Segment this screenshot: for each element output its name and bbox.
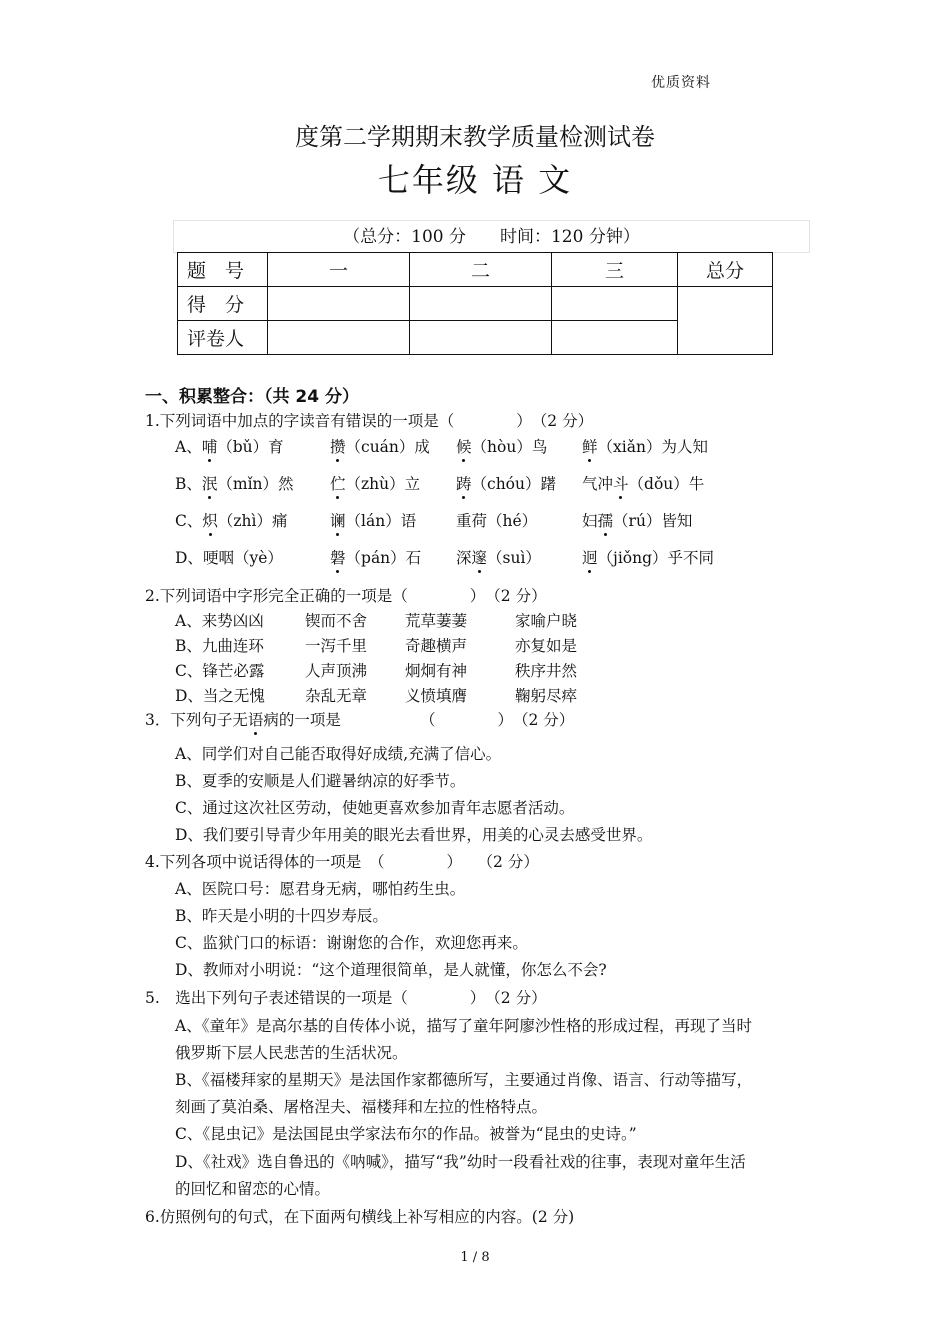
q1-option-a-word2: 攒（cuán）成 [330, 435, 430, 457]
q1-option-c-word3: 重荷（hé） [456, 512, 538, 530]
dotted-char: 泯 [202, 472, 218, 494]
question-4-stem: 4.下列各项中说话得体的一项是 （ ） （2 分） [145, 853, 539, 871]
q2-option-word: 炯炯有神 [405, 662, 468, 680]
question-5-stem: 5. 选出下列句子表述错误的一项是（ ） （2 分） [145, 989, 547, 1007]
question-3-stem: 3．下列句子无语病的一项是 [145, 708, 341, 730]
dotted-char: 攒 [330, 435, 346, 457]
q2-option-word: 亦复如是 [515, 637, 578, 655]
score-info: （总分：100 分 时间：120 分钟） [343, 227, 640, 247]
q2-option-word: 奇趣横声 [405, 637, 468, 655]
q2-option-word: D、当之无愧 [175, 687, 265, 705]
dotted-char: 踌 [456, 472, 472, 494]
score-cell [410, 287, 552, 321]
q1-option-d-word3: 深邃（suì） [456, 546, 541, 568]
q1-option-a: A、哺（bǔ）育 [175, 435, 284, 457]
q4-option: D、教师对小明说：“这个道理很简单，是人就懂，你怎么不会? [175, 961, 607, 979]
q1-option-c-word2: 谰（lán）语 [330, 509, 416, 531]
q3-option: D、我们要引导青少年用美的眼光去看世界，用美的心灵去感受世界。 [175, 826, 653, 844]
q2-option-word: A、来势凶凶 [175, 612, 264, 630]
grade-subject-title: 七年级 语 文 [377, 161, 573, 199]
q4-option: C、监狱门口的标语：谢谢您的合作，欢迎您再来。 [175, 934, 528, 952]
question-6-stem: 6.仿照例句的句式，在下面两句横线上补写相应的内容。(2 分) [145, 1208, 575, 1226]
score-cell [268, 287, 410, 321]
section-heading: 一、积累整合：（共 24 分） [145, 387, 359, 407]
q2-option-word: 杂乱无章 [305, 687, 368, 705]
q1-option-d-word2: 磐（pán）石 [330, 546, 421, 568]
dotted-char: 磐 [330, 546, 346, 568]
score-table-row [178, 287, 773, 321]
q1-option-a-word3: 候（hòu）鸟 [456, 435, 547, 457]
q5-option-line: B、《福楼拜家的星期天》是法国作家都德所写，主要通过肖像、语言、行动等描写， [175, 1071, 753, 1089]
q2-option-word: 锲而不舍 [305, 612, 368, 630]
score-table-header: 总分 [678, 253, 773, 287]
score-info-bar [173, 220, 810, 253]
q2-option-word: 荒草萋萋 [405, 612, 468, 630]
dotted-char: 孺 [598, 509, 614, 531]
dotted-char: 鲜 [582, 435, 598, 457]
score-cell [552, 287, 678, 321]
score-table-header: 题 号 [178, 253, 268, 287]
q2-option-word: 鞠躬尽瘁 [515, 687, 578, 705]
q3-option: C、通过这次社区劳动，使她更喜欢参加青年志愿者活动。 [175, 799, 575, 817]
dotted-char: 候 [456, 435, 472, 457]
dotted-char: 斗 [613, 472, 629, 494]
score-table-header-row [178, 253, 773, 287]
score-table-header: 三 [552, 253, 678, 287]
q5-option-line: 的回忆和留恋的心情。 [175, 1180, 331, 1198]
dotted-char: 迥 [582, 546, 598, 568]
dotted-char: 炽 [202, 509, 218, 531]
score-table-header: 一 [268, 253, 410, 287]
score-row-label: 得 分 [178, 287, 268, 321]
dotted-char: 哺 [202, 435, 218, 457]
score-row-label: 评卷人 [178, 321, 268, 355]
q1-option-c: C、炽（zhì）痛 [175, 509, 288, 531]
dotted-char: 伫 [330, 472, 346, 494]
q1-option-d-word4: 迥（jiǒng）乎不同 [582, 546, 714, 568]
q2-option-word: 一泻千里 [305, 637, 368, 655]
q2-option-word: 人声顶沸 [305, 662, 368, 680]
dotted-phrase: 无语病 [232, 711, 279, 729]
q3-option: A、同学们对自己能否取得好成绩,充满了信心。 [175, 745, 502, 763]
q5-option-line: A、《童年》是高尔基的自传体小说，描写了童年阿廖沙性格的形成过程，再现了当时 [175, 1017, 752, 1035]
q5-option-line: 俄罗斯下层人民悲苦的生活状况。 [175, 1044, 408, 1062]
score-table-header: 二 [410, 253, 552, 287]
q5-option-line: 刻画了莫泊桑、屠格涅夫、福楼拜和左拉的性格特点。 [175, 1098, 548, 1116]
q5-option-line: C、《昆虫记》是法国昆虫学家法布尔的作品。被誉为“昆虫的史诗。” [175, 1125, 637, 1143]
q1-option-b-word2: 伫（zhù）立 [330, 472, 420, 494]
q1-option-d: D、哽咽（yè） [175, 549, 283, 567]
grader-cell [552, 321, 678, 355]
grader-cell [268, 321, 410, 355]
q2-option-word: 义愤填膺 [405, 687, 468, 705]
q2-option-word: 家喻户晓 [515, 612, 578, 630]
q1-option-b: B、泯（mǐn）然 [175, 472, 294, 494]
question-2-stem: 2.下列词语中字形完全正确的一项是（ ） （2 分） [145, 587, 547, 605]
q3-option: B、夏季的安顺是人们避暑纳凉的好季节。 [175, 772, 466, 790]
total-score-cell [678, 287, 773, 355]
question-1-stem: 1.下列词语中加点的字读音有错误的一项是（ ） （2 分） [145, 412, 594, 430]
score-table [177, 252, 773, 355]
dotted-char: 谰 [330, 509, 346, 531]
q2-option-word: 秩序井然 [515, 662, 578, 680]
q2-option-word: C、锋芒必露 [175, 662, 265, 680]
q4-option: B、昨天是小明的十四岁寿辰。 [175, 907, 388, 925]
question-3-answer-slot: （ ） （2 分） [420, 711, 575, 729]
q1-option-b-word4: 气冲斗（dǒu）牛 [582, 472, 704, 494]
dotted-char: 邃 [472, 546, 488, 568]
q1-option-c-word4: 妇孺（rú）皆知 [582, 509, 692, 531]
exam-title: 度第二学期期末教学质量检测试卷 [295, 123, 655, 151]
grader-cell [410, 321, 552, 355]
header-tag: 优质资料 [651, 75, 711, 91]
page-number: 1 / 8 [460, 1250, 490, 1265]
q1-option-a-word4: 鲜（xiǎn）为人知 [582, 435, 708, 457]
q5-option-line: D、《社戏》选自鲁迅的《呐喊》，描写“我”幼时一段看社戏的往事，表现对童年生活 [175, 1153, 746, 1171]
q4-option: A、医院口号：愿君身无病，哪怕药生虫。 [175, 880, 466, 898]
q2-option-word: B、九曲连环 [175, 637, 264, 655]
q1-option-b-word3: 踌（chóu）躇 [456, 472, 556, 494]
